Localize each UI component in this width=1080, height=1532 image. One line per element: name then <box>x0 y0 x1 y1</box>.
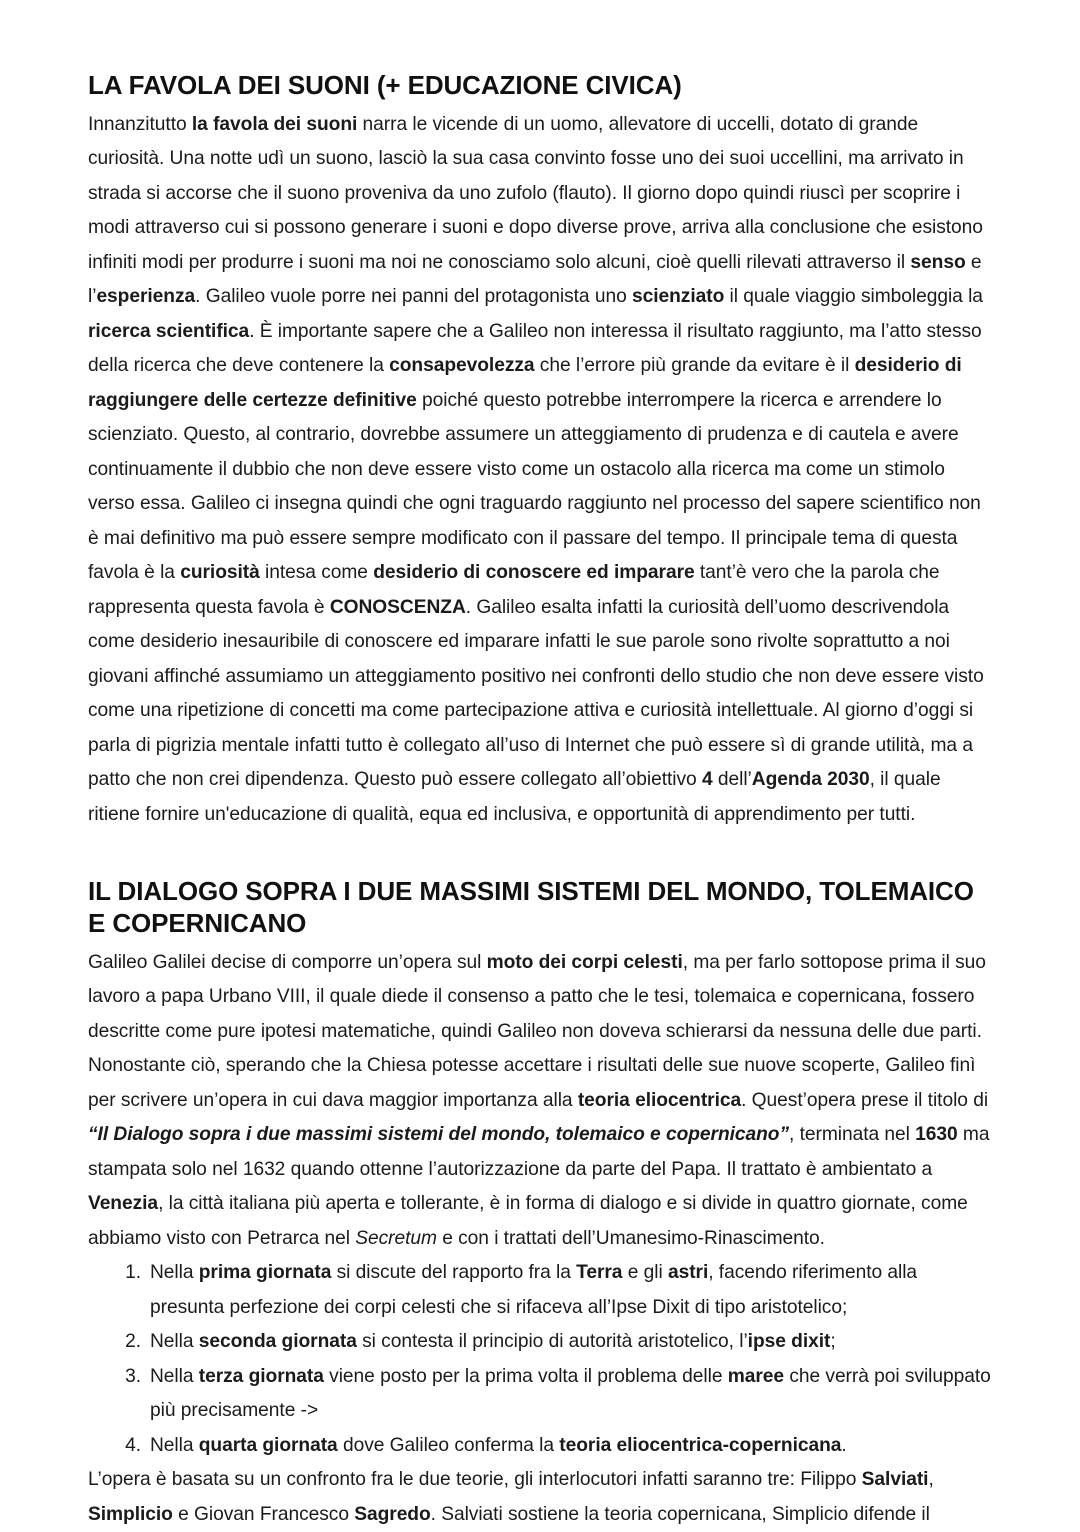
section-heading-favola-dei-suoni: LA FAVOLA DEI SUONI (+ EDUCAZIONE CIVICA) <box>88 70 682 100</box>
list-item-text: Nella seconda giornata si contesta il principio di autorità aristotelico, l’ipse dixit; <box>150 1331 836 1353</box>
list-item-text: Nella quarta giornata dove Galileo conferma la teoria eliocentrica-copernicana. <box>150 1434 847 1456</box>
list-item <box>88 1325 995 1360</box>
list-item-text: Nella terza giornata viene posto per la prima volta il problema delle maree che verrà poi sviluppato più precisamente -> <box>150 1365 991 1422</box>
list-item <box>88 1360 995 1429</box>
list-item <box>88 1429 995 1464</box>
list-item-marker: 1. <box>125 1262 141 1284</box>
section-heading-dialogo-due-massimi-sistemi: IL DIALOGO SOPRA I DUE MASSIMI SISTEMI DEL MONDO, TOLEMAICO E COPERNICANO <box>88 876 974 938</box>
list-item <box>88 1256 995 1325</box>
list-item-text: Nella prima giornata si discute del rapporto fra la Terra e gli astri, facendo riferimento alla presunta perfezione dei corpi celesti che si rifaceva all’Ipse Dixit di tipo aristotelico; <box>150 1262 918 1318</box>
list-item-marker: 4. <box>125 1434 141 1456</box>
section-paragraph-dialogo-closing: L’opera è basata su un confronto fra le due teorie, gli interlocutori infatti saranno tre: Filippo Salviati, Simplicio e Giovan Francesco Sagredo. Salviati sostiene la teoria copernicana, Simplicio difende il <box>88 1469 934 1525</box>
section-paragraph-dialogo-intro: Galileo Galilei decise di comporre un’opera sul moto dei corpi celesti, ma per farlo sottopose prima il suo lavoro a papa Urbano VIII, il quale diede il consenso a patto che le tesi, tolemaica e copernicana, fossero descritte come pure ipotesi matematiche, quindi Galileo non doveva schierarsi da nessuna delle due parti. Nonostante ciò, sperando che la Chiesa potesse accettare i risultati delle sue nuove scoperte, Galileo finì per scrivere un’opera in cui dava maggior importanza alla teoria eliocentrica. Quest’opera prese il titolo di “Il Dialogo sopra i due massimi sistemi del mondo, tolemaico e copernicano”, terminata nel 1630 ma stampata solo nel 1632 quando ottenne l’autorizzazione da parte del Papa. Il trattato è ambientato a Venezia, la città italiana più aperta e tollerante, è in forma di dialogo e si divide in quattro giornate, come abbiamo visto con Petrarca nel Secretum e con i trattati dell’Umanesimo-Rinascimento. <box>88 951 990 1249</box>
list-item-marker: 3. <box>125 1365 141 1387</box>
giornate-list <box>88 1256 995 1463</box>
section-paragraph-favola-dei-suoni: Innanzitutto la favola dei suoni narra le vicende di un uomo, allevatore di uccelli, dotato di grande curiosità. Una notte udì un suono, lasciò la sua casa convinto fosse uno dei suoi uccellini, ma arrivato in strada si accorse che il suono proveniva da uno zufolo (flauto). Il giorno dopo quindi riuscì per scoprire i modi attraverso cui si possono generare i suoni e dopo diverse prove, arriva alla conclusione che esistono infiniti modi per produrre i suoni ma noi ne conosciamo solo alcuni, cioè quelli rilevati attraverso il senso e l’esperienza. Galileo vuole porre nei panni del protagonista uno scienziato il quale viaggio simboleggia la ricerca scientifica. È importante sapere che a Galileo non interessa il risultato raggiunto, ma l’atto stesso della ricerca che deve contenere la consapevolezza che l’errore più grande da evitare è il desiderio di raggiungere delle certezze definitive poiché questo potrebbe interrompere la ricerca e arrendere lo scienziato. Questo, al contrario, dovrebbe assumere un atteggiamento di prudenza e di cautela e avere continuamente il dubbio che non deve essere visto come un ostacolo alla ricerca ma come un stimolo verso essa. Galileo ci insegna quindi che ogni traguardo raggiunto nel processo del sapere scientifico non è mai definitivo ma può essere sempre modificato con il passare del tempo. Il principale tema di questa favola è la curiosità intesa come desiderio di conoscere ed imparare tant’è vero che la parola che rappresenta questa favola è CONOSCENZA. Galileo esalta infatti la curiosità dell’uomo descrivendola come desiderio inesauribile di conoscere ed imparare infatti le sue parole sono rivolte soprattutto a noi giovani affinché assumiamo un atteggiamento positivo nei confronti dello studio che non deve essere visto come una ripetizione di concetti ma come partecipazione attiva e curiosità intellettuale. Al giorno d’oggi si parla di pigrizia mentale infatti tutto è collegato all’uso di Internet che può essere sì di grande utilità, ma a patto che non crei dipendenza. Questo può essere collegato all’obiettivo 4 dell’Agenda 2030, il quale ritiene fornire un'educazione di qualità, equa ed inclusiva, e opportunità di apprendimento per tutti. <box>88 113 984 825</box>
list-item-marker: 2. <box>125 1331 141 1353</box>
